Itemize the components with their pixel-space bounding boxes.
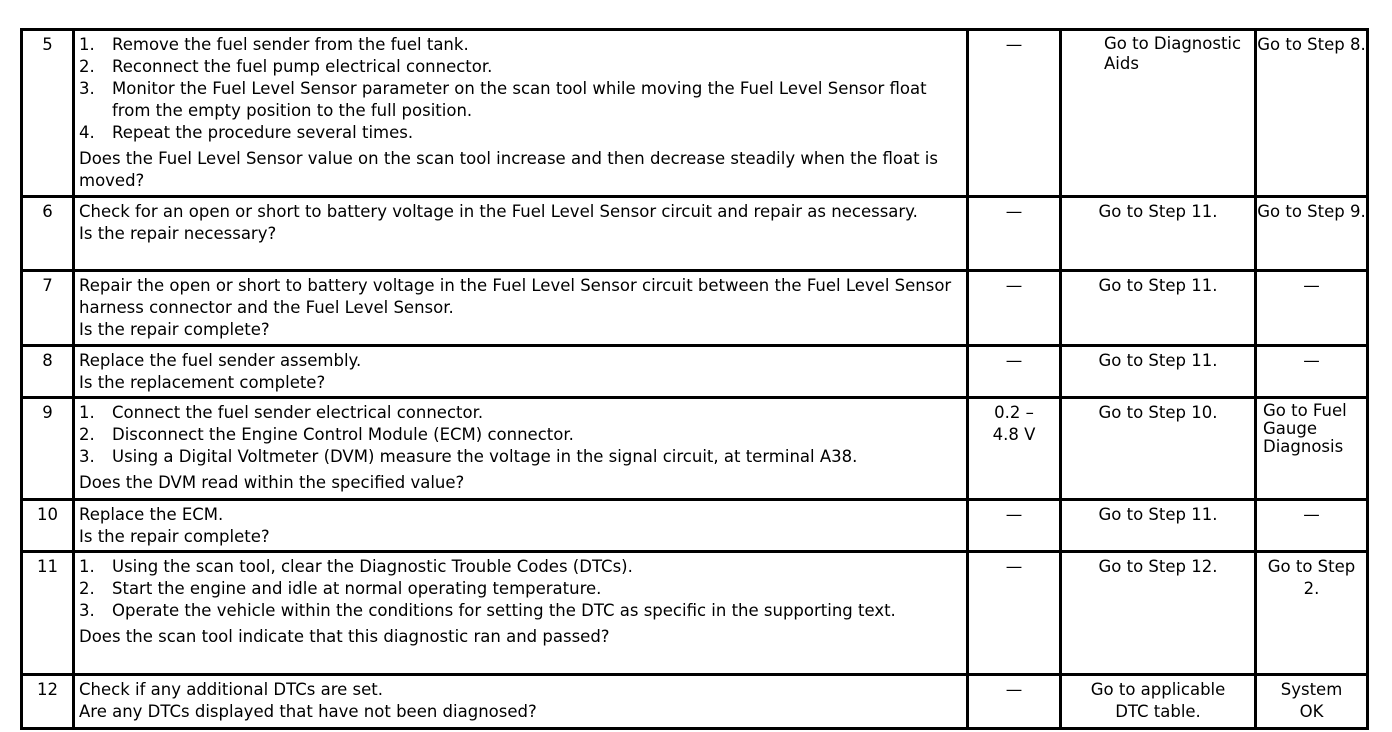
list-item <box>79 600 962 622</box>
action-text: Repair the open or short to battery voltage in the Fuel Level Sensor circuit between the Fuel Level Sensor harness connector and the Fuel Level Sensor. <box>79 276 952 317</box>
item-text: Start the engine and idle at normal operating temperature. <box>112 579 602 598</box>
no-action: Go to Step 9. <box>1256 197 1368 271</box>
question-text: Is the replacement complete? <box>79 373 326 392</box>
yes-action: Go to Diagnostic Aids <box>1104 34 1242 73</box>
list-item <box>79 78 962 122</box>
action-cell <box>74 271 968 346</box>
no-cell <box>1256 398 1368 500</box>
value-cell: — <box>968 271 1061 346</box>
item-text: Remove the fuel sender from the fuel tank. <box>112 35 469 54</box>
table-row <box>22 30 1368 197</box>
table-row <box>22 675 1368 729</box>
value-cell: — <box>968 675 1061 729</box>
step-number: 9 <box>22 398 74 500</box>
yes-action: Go to Step 11. <box>1061 197 1256 271</box>
diagnostic-table <box>20 28 1369 730</box>
item-number: 3. <box>79 447 95 466</box>
action-text: Replace the fuel sender assembly. <box>79 351 362 370</box>
no-cell <box>1256 675 1368 729</box>
question-text: Is the repair complete? <box>79 527 270 546</box>
question-text: Are any DTCs displayed that have not been diagnosed? <box>79 702 537 721</box>
yes-action: Go to Step 11. <box>1061 271 1256 346</box>
action-list <box>79 402 962 468</box>
action-cell <box>74 346 968 398</box>
table-row <box>22 197 1368 271</box>
step-number: 12 <box>22 675 74 729</box>
list-item <box>79 122 962 144</box>
yes-action: Go to applicable DTC table. <box>1090 680 1226 721</box>
no-action: — <box>1256 271 1368 346</box>
value-cell: — <box>968 30 1061 197</box>
no-action: Go to Fuel Gauge Diagnosis <box>1263 401 1347 456</box>
item-text: Using the scan tool, clear the Diagnostic Trouble Codes (DTCs). <box>112 557 633 576</box>
action-text: Replace the ECM. <box>79 505 224 524</box>
item-number: 2. <box>79 425 95 444</box>
item-number: 4. <box>79 123 95 142</box>
action-cell <box>74 30 968 197</box>
table-row <box>22 271 1368 346</box>
item-number: 3. <box>79 79 95 98</box>
table-row <box>22 398 1368 500</box>
table-row <box>22 346 1368 398</box>
question-text: Does the DVM read within the specified value? <box>79 473 465 492</box>
table-row <box>22 500 1368 552</box>
list-item <box>79 424 962 446</box>
action-cell <box>74 675 968 729</box>
value-cell: — <box>968 197 1061 271</box>
no-action: — <box>1256 500 1368 552</box>
action-cell <box>74 500 968 552</box>
item-number: 1. <box>79 557 95 576</box>
table-row <box>22 552 1368 675</box>
item-number: 3. <box>79 601 95 620</box>
action-text: Check for an open or short to battery voltage in the Fuel Level Sensor circuit and repair as necessary. <box>79 202 918 221</box>
question-text: Does the Fuel Level Sensor value on the scan tool increase and then decrease steadily when the float is moved? <box>79 149 938 190</box>
item-text: Disconnect the Engine Control Module (ECM) connector. <box>112 425 574 444</box>
yes-action: Go to Step 10. <box>1061 398 1256 500</box>
value-cell: — <box>968 552 1061 675</box>
step-number: 7 <box>22 271 74 346</box>
yes-action: Go to Step 11. <box>1061 346 1256 398</box>
action-list <box>79 556 962 622</box>
value-cell: 0.2 – 4.8 V <box>992 403 1036 444</box>
action-text: Check if any additional DTCs are set. <box>79 680 383 699</box>
yes-cell <box>1061 675 1256 729</box>
list-item <box>79 578 962 600</box>
action-cell <box>74 197 968 271</box>
action-cell <box>74 398 968 500</box>
item-number: 1. <box>79 35 95 54</box>
item-text: Monitor the Fuel Level Sensor parameter on the scan tool while moving the Fuel Level Sensor float from the empty position to the full position. <box>112 79 927 120</box>
list-item <box>79 56 962 78</box>
list-item <box>79 402 962 424</box>
value-cell-wrap <box>968 398 1061 500</box>
yes-cell <box>1061 30 1256 197</box>
no-action: System OK <box>1280 680 1343 721</box>
item-number: 2. <box>79 57 95 76</box>
question-text: Is the repair complete? <box>79 320 270 339</box>
step-number: 6 <box>22 197 74 271</box>
yes-action: Go to Step 11. <box>1061 500 1256 552</box>
item-text: Connect the fuel sender electrical connector. <box>112 403 484 422</box>
list-item <box>79 34 962 56</box>
question-text: Does the scan tool indicate that this diagnostic ran and passed? <box>79 627 610 646</box>
no-action: — <box>1256 346 1368 398</box>
question-text: Is the repair necessary? <box>79 224 277 243</box>
list-item <box>79 446 962 468</box>
step-number: 8 <box>22 346 74 398</box>
action-list <box>79 34 962 144</box>
item-text: Reconnect the fuel pump electrical connector. <box>112 57 493 76</box>
value-cell: — <box>968 346 1061 398</box>
item-text: Repeat the procedure several times. <box>112 123 414 142</box>
action-cell <box>74 552 968 675</box>
list-item <box>79 556 962 578</box>
no-action: Go to Step 8. <box>1256 30 1368 197</box>
yes-action: Go to Step 12. <box>1061 552 1256 675</box>
item-number: 2. <box>79 579 95 598</box>
item-text: Operate the vehicle within the conditions for setting the DTC as specific in the supporting text. <box>112 601 896 620</box>
step-number: 11 <box>22 552 74 675</box>
no-action: Go to Step 2. <box>1267 557 1356 598</box>
no-cell <box>1256 552 1368 675</box>
item-text: Using a Digital Voltmeter (DVM) measure the voltage in the signal circuit, at terminal A38. <box>112 447 858 466</box>
value-cell: — <box>968 500 1061 552</box>
item-number: 1. <box>79 403 95 422</box>
step-number: 5 <box>22 30 74 197</box>
step-number: 10 <box>22 500 74 552</box>
